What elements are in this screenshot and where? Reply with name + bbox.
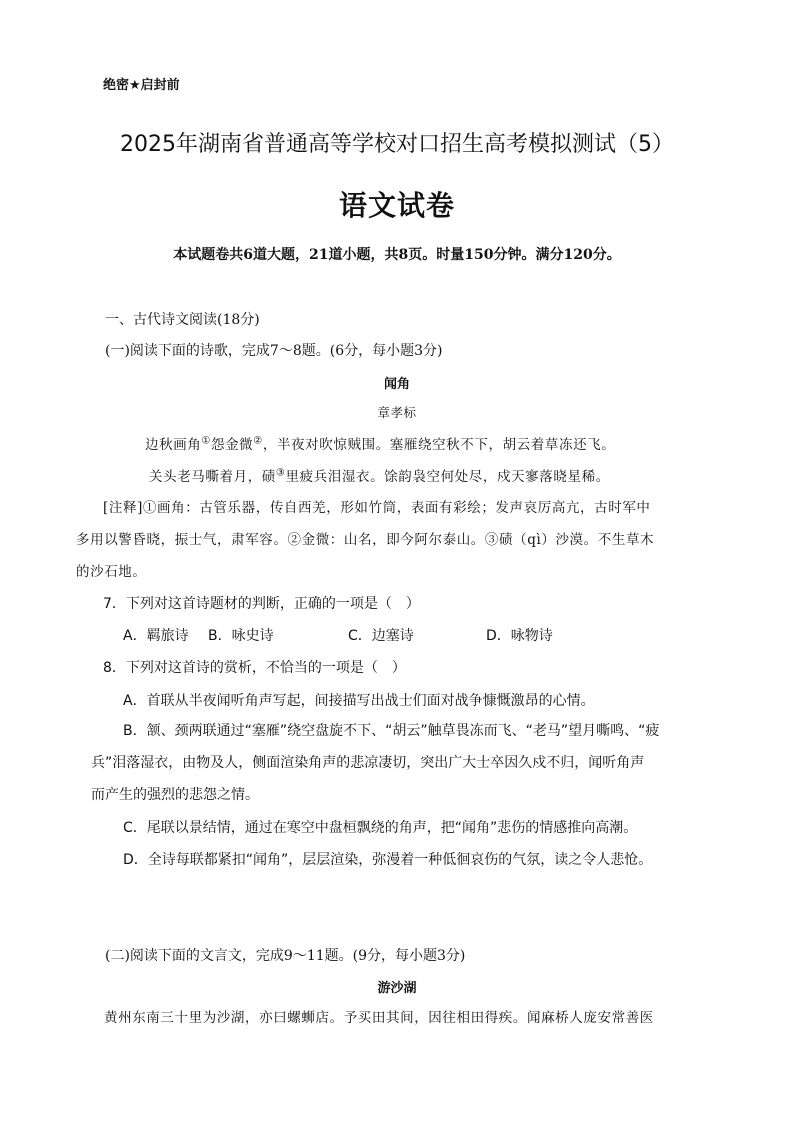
q7-option-c: C．边塞诗 <box>348 628 414 644</box>
prose-title: 游沙湖 <box>377 981 417 996</box>
notes-line-1: [注释]①画角：古管乐器，传自西羌，形如竹筒，表面有彩绘；发声哀厉高亢，古时军中 <box>103 500 651 516</box>
notes-line-2: 多用以警昏晓，振士气，肃军容。②金微：山名，即今阿尔泰山。③碛（qì）沙漠。不生草木 <box>76 532 655 548</box>
poem-line-1: 边秋画角①怨金微②，半夜对吹惊贼围。塞雁绕空秋不下，胡云着草冻还飞。 <box>145 435 616 453</box>
q7-option-d: D．咏物诗 <box>486 628 553 644</box>
q8-option-a: A．首联从半夜闻听角声写起，间接描写出战士们面对战争慷慨激昂的心情。 <box>123 693 595 709</box>
q7-option-b: B．咏史诗 <box>208 628 274 644</box>
footnote-mark-3: ③ <box>275 467 286 479</box>
section-heading: 一、古代诗文阅读(18分) <box>105 312 260 328</box>
q8-option-b-line-1: B．颔、颈两联通过“塞雁”绕空盘旋不下、“胡云”触草畏冻而飞、“老马”望月嘶鸣、“疲 <box>123 723 660 739</box>
poem-line-2: 关头老马嘶着月，碛③里疲兵泪湿衣。馀韵袅空何处尽，戍天寥落晓星稀。 <box>149 467 610 485</box>
poem-author: 章孝标 <box>377 405 417 420</box>
prose-line-1: 黄州东南三十里为沙湖，亦曰螺蛳店。予买田其间，因往相田得疾。闻麻桥人庞安常善医 <box>104 1010 654 1026</box>
exam-subtitle: 语文试卷 <box>338 189 455 222</box>
poem-title: 闻角 <box>383 377 410 392</box>
q8-option-c: C．尾联以景结情，通过在寒空中盘桓飘绕的角声，把“闻角”悲伤的情感推向高潮。 <box>123 820 638 836</box>
exam-intro: 本试题卷共6道大题，21道小题，共8页。时量150分钟。满分120分。 <box>173 247 621 263</box>
part2-heading: (二)阅读下面的文言文，完成9～11题。(9分，每小题3分) <box>105 948 466 964</box>
question-7-stem: 7．下列对这首诗题材的判断，正确的一项是（ ） <box>103 596 420 612</box>
confidential-label: 绝密★启封前 <box>103 78 180 93</box>
q8-option-b-line-3: 而产生的强烈的悲怨之情。 <box>91 787 259 803</box>
q8-option-d: D．全诗每联都紧扣“闻角”，层层渲染，弥漫着一种低徊哀伤的气氛，读之令人悲怆。 <box>123 852 653 868</box>
notes-line-3: 的沙石地。 <box>76 564 147 580</box>
q7-option-a: A．羁旅诗 <box>123 628 189 644</box>
footnote-mark-1: ① <box>201 435 211 447</box>
exam-title: 2025年湖南省普通高等学校对口招生高考模拟测试（5） <box>120 132 674 157</box>
q8-option-b-line-2: 兵”泪落湿衣，由物及人，侧面渲染角声的悲凉凄切，突出广大士卒因久戍不归，闻听角声 <box>91 755 645 771</box>
question-8-stem: 8．下列对这首诗的赏析，不恰当的一项是（ ） <box>103 660 406 676</box>
footnote-mark-2: ② <box>253 435 263 447</box>
part1-heading: (一)阅读下面的诗歌，完成7～8题。(6分，每小题3分) <box>105 343 443 359</box>
